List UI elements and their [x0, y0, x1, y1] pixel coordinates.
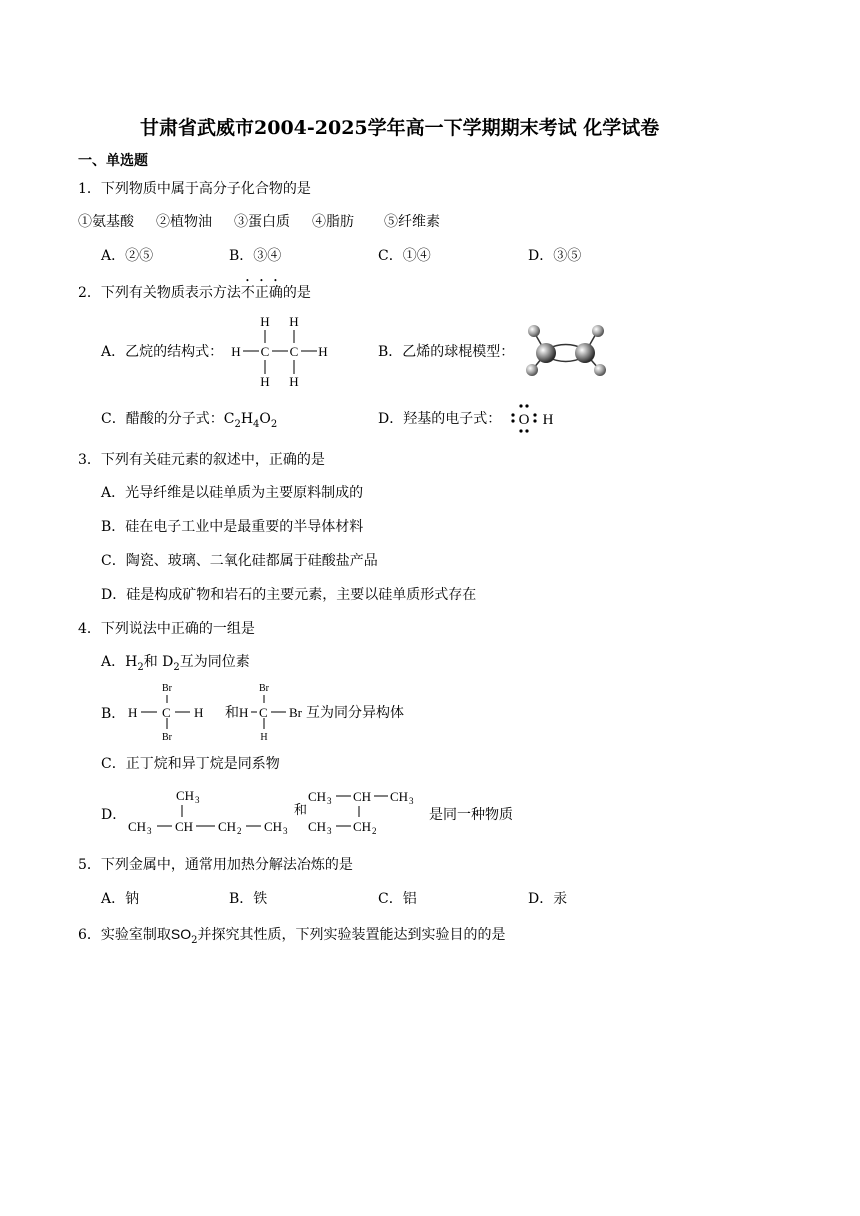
- ethylene-ball-stick-model: [520, 320, 612, 380]
- q2-option-c-label: C．醋酸的分子式：C: [101, 411, 235, 427]
- hydroxyl-h: H: [542, 412, 554, 428]
- q4-stem: 4．下列说法中正确的一组是: [78, 621, 255, 637]
- q2-c-o: O: [259, 411, 271, 427]
- b-and: 和: [225, 706, 239, 721]
- ethane-h-top-2: H: [289, 314, 299, 329]
- d2-ch: CH: [353, 789, 372, 804]
- q6-so: SO: [170, 926, 192, 942]
- ethane-c-1: C: [260, 344, 270, 359]
- q6-sub: 2: [191, 934, 198, 946]
- q1-option-b: B．③④: [229, 248, 282, 264]
- q4-a-sub-2: 2: [173, 661, 180, 673]
- q3-option-b: B．硅在电子工业中是最重要的半导体材料: [101, 519, 364, 535]
- butane-structures: [124, 784, 524, 840]
- q5-option-a: A．钠: [101, 891, 140, 907]
- d1-ch2: CH: [218, 819, 237, 834]
- q2-stem-emphasis: 不正确: [240, 285, 283, 301]
- d1-ch2-sub: 2: [237, 826, 242, 836]
- q3-stem: 3．下列有关硅元素的叙述中，正确的是: [78, 452, 325, 468]
- d2-ch3-bottom-sub: 3: [327, 826, 332, 836]
- q1-option-d: D．③⑤: [528, 248, 582, 264]
- q4-a-and: 和 D: [143, 654, 174, 670]
- q6-stem-post: 并探究其性质，下列实验装置能达到实验目的的是: [197, 927, 506, 943]
- b2-br-right: Br: [289, 705, 302, 720]
- q4-option-b-label: B．: [101, 706, 126, 722]
- q2-option-a: A．乙烷的结构式：: [101, 344, 224, 360]
- d1-ch3-top: CH: [176, 788, 195, 803]
- d1-ch3-left-sub: 3: [147, 826, 152, 836]
- q1-item-4: ④脂肪: [312, 214, 354, 230]
- ethane-h-top-1: H: [260, 314, 270, 329]
- q4-a-h: A．H: [101, 654, 138, 670]
- b2-h-bottom: H: [260, 732, 268, 743]
- q2-stem-post: 的是: [282, 285, 311, 301]
- b1-h-right: H: [194, 705, 204, 720]
- ethane-c-2: C: [289, 344, 299, 359]
- q4-option-d-label: D．: [101, 807, 127, 823]
- b2-c: C: [259, 705, 268, 720]
- hydroxyl-electron-formula: [505, 400, 565, 436]
- q5-option-c: C．铝: [378, 891, 417, 907]
- q1-option-a: A．②⑤: [101, 248, 154, 264]
- q5-option-d: D．汞: [528, 891, 568, 907]
- b1-h-left: H: [128, 705, 138, 720]
- d1-ch: CH: [175, 819, 194, 834]
- q5-stem: 5．下列金属中，通常用加热分解法冶炼的是: [78, 857, 353, 873]
- q1-item-1: ①氨基酸: [78, 214, 134, 230]
- q4-a-sub-1: 2: [137, 661, 144, 673]
- d2-ch3-left-sub: 3: [327, 796, 332, 806]
- d-tail: 是同一种物质: [429, 808, 513, 823]
- q1-item-2: ②植物油: [156, 214, 212, 230]
- d1-ch3-right: CH: [264, 819, 283, 834]
- q2-stem-pre: 2．下列有关物质表示方法: [78, 285, 241, 301]
- q1-stem: 1．下列物质中属于高分子化合物的是: [78, 181, 311, 197]
- q3-option-c: C．陶瓷、玻璃、二氧化硅都属于硅酸盐产品: [101, 553, 378, 569]
- q1-option-c: C．①④: [378, 248, 431, 264]
- q2-c-sub-4: 4: [253, 418, 260, 430]
- q3-option-d: D．硅是构成矿物和岩石的主要元素，主要以硅单质形式存在: [101, 587, 477, 603]
- q5-option-b: B．铁: [229, 891, 268, 907]
- ethane-h-bottom-2: H: [289, 374, 299, 389]
- d1-ch3-top-sub: 3: [195, 795, 200, 805]
- d-and: 和: [294, 802, 308, 817]
- d1-ch3-left: CH: [128, 819, 147, 834]
- q3-option-a: A．光导纤维是以硅单质为主要原料制成的: [101, 485, 364, 501]
- d2-ch3-bottom: CH: [308, 819, 327, 834]
- b-tail: 互为同分异构体: [306, 706, 404, 721]
- q2-c-h: H: [240, 411, 254, 427]
- page-title: 甘肃省武威市2004-2025学年高一下学期期末考试 化学试卷: [140, 117, 660, 139]
- q1-item-3: ③蛋白质: [234, 214, 290, 230]
- ethane-h-left: H: [231, 344, 241, 359]
- q4-option-a: [101, 653, 250, 671]
- q2-option-d: D．羟基的电子式：: [378, 411, 502, 427]
- d1-ch3-right-sub: 3: [283, 826, 288, 836]
- q4-option-c: C．正丁烷和异丁烷是同系物: [101, 756, 280, 772]
- q6-stem: [78, 925, 506, 944]
- q1-item-5: ⑤纤维素: [384, 214, 440, 230]
- q2-c-sub-2: 2: [234, 418, 241, 430]
- b1-br-bottom: Br: [162, 732, 172, 743]
- d2-ch2-bottom-sub: 2: [372, 826, 377, 836]
- ethane-h-right: H: [318, 344, 328, 359]
- hydroxyl-o: O: [518, 412, 530, 428]
- ethane-h-bottom-1: H: [260, 374, 270, 389]
- q2-stem: [78, 277, 311, 302]
- ethane-structural-formula: [226, 312, 336, 392]
- d2-ch3-right: CH: [390, 789, 409, 804]
- b2-h-left: H: [239, 705, 249, 720]
- q6-stem-pre: 6．实验室制取: [78, 927, 171, 943]
- d2-ch3-left: CH: [308, 789, 327, 804]
- b1-br-top: Br: [162, 683, 172, 694]
- q2-option-c: [101, 410, 277, 428]
- q4-a-tail: 互为同位素: [179, 654, 250, 670]
- q2-c-sub-2b: 2: [270, 418, 278, 430]
- b2-br-top: Br: [259, 683, 269, 694]
- dibromomethane-structures: [124, 680, 419, 744]
- q2-option-b: B．乙烯的球棍模型：: [378, 344, 515, 360]
- b1-c: C: [162, 705, 171, 720]
- section-heading: 一、单选题: [78, 153, 148, 169]
- d2-ch3-right-sub: 3: [409, 796, 414, 806]
- d2-ch2-bottom: CH: [353, 819, 372, 834]
